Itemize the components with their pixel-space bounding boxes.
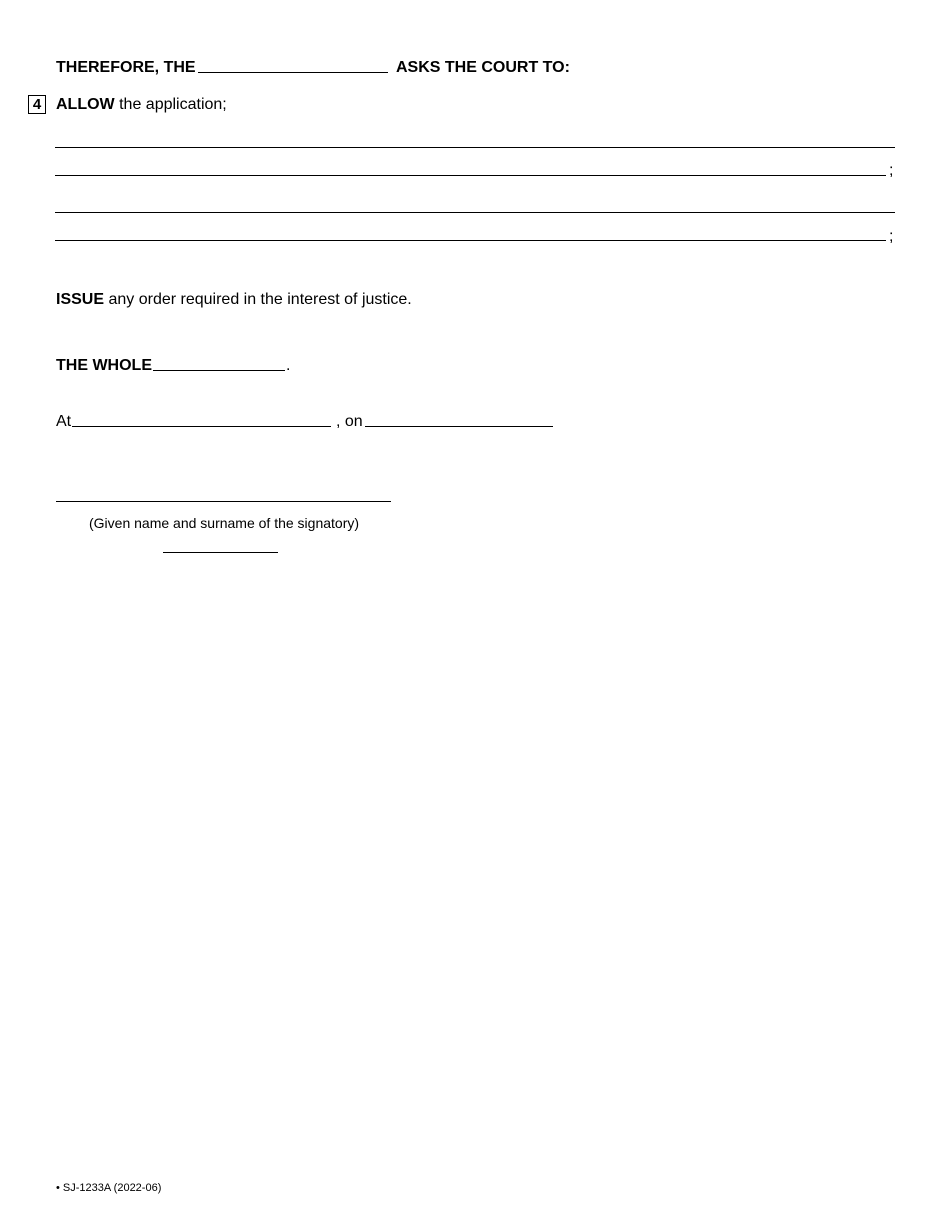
conclusion-line-4[interactable] [55,240,886,241]
conclusion-line-1[interactable] [55,147,895,148]
semicolon-1: ; [889,162,894,179]
party-field[interactable] [198,72,388,73]
conclusion-line-3[interactable] [55,212,895,213]
date-field[interactable] [365,426,553,427]
at-label: At [56,413,72,430]
issue-text [56,291,412,309]
heading-suffix: ASKS THE COURT TO: [396,59,570,76]
section-number: 4 [28,95,46,114]
place-field[interactable] [72,426,331,427]
form-code-footer: • SJ-1233A (2022-06) [56,1182,162,1194]
on-label: , on [336,413,363,430]
issue-rest: any order required in the interest of justice. [108,291,412,308]
whole-label: THE WHOLE [56,357,152,374]
whole-field[interactable] [153,370,285,371]
signatory-name-field[interactable] [163,552,278,553]
issue-bold: ISSUE [56,291,105,308]
whole-period: . [286,357,291,374]
signature-line[interactable] [56,501,391,502]
conclusion-line-2[interactable] [55,175,886,176]
semicolon-2: ; [889,228,894,245]
allow-rest: the application; [119,96,227,113]
signatory-caption: (Given name and surname of the signatory) [89,515,360,531]
allow-bold: ALLOW [56,96,115,113]
allow-text [56,96,227,114]
heading-prefix: THEREFORE, THE [56,59,196,76]
